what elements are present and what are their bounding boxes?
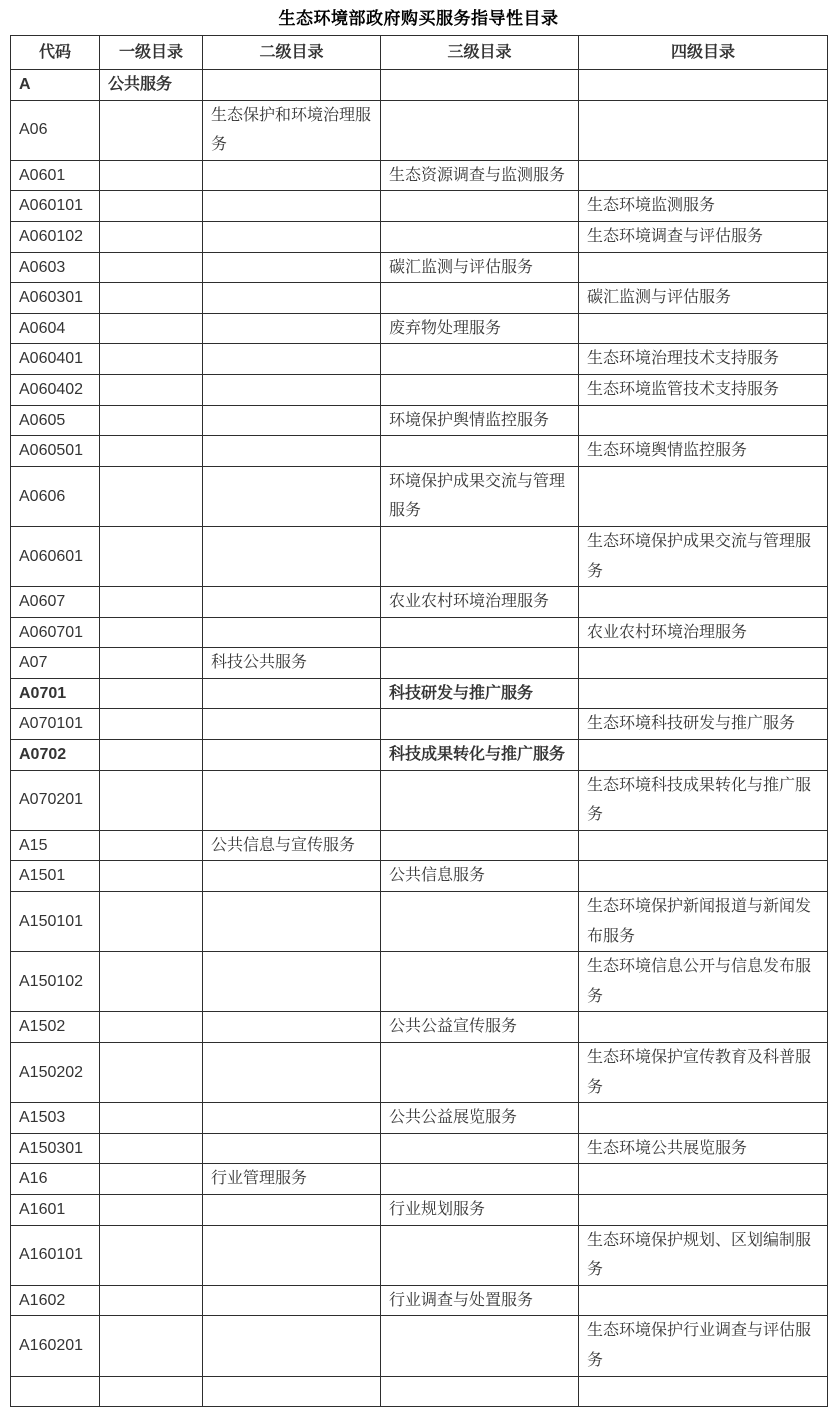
cell-level2 (203, 952, 381, 1012)
cell-code: A060401 (11, 344, 100, 375)
table-row (11, 861, 828, 892)
table-row (11, 740, 828, 771)
cell-level1 (100, 648, 203, 679)
cell-level1 (100, 861, 203, 892)
cell-level4: 农业农村环境治理服务 (579, 617, 828, 648)
cell-level2: 生态保护和环境治理服务 (203, 100, 381, 160)
cell-level3 (381, 709, 579, 740)
cell-code: A0607 (11, 587, 100, 618)
cell-level3: 公共信息服务 (381, 861, 579, 892)
table-row (11, 1316, 828, 1376)
cell-code: A1602 (11, 1285, 100, 1316)
cell-level2 (203, 221, 381, 252)
cell-level1 (100, 1225, 203, 1285)
table-row (11, 252, 828, 283)
cell-level3 (381, 436, 579, 467)
cell-code: A060601 (11, 526, 100, 586)
cell-level3 (381, 70, 579, 101)
cell-level3: 公共公益宣传服务 (381, 1012, 579, 1043)
cell-level4: 生态环境治理技术支持服务 (579, 344, 828, 375)
cell-code: A060102 (11, 221, 100, 252)
cell-code: A060501 (11, 436, 100, 467)
cell-level3 (381, 1316, 579, 1376)
cell-code: A060402 (11, 374, 100, 405)
table-row (11, 70, 828, 101)
cell-code: A15 (11, 830, 100, 861)
cell-level4 (579, 1285, 828, 1316)
cell-level2 (203, 1194, 381, 1225)
cell-level4: 生态环境公共展览服务 (579, 1133, 828, 1164)
cell-code: A0606 (11, 466, 100, 526)
cell-level1 (100, 1376, 203, 1406)
cell-code: A0601 (11, 160, 100, 191)
cell-level4: 碳汇监测与评估服务 (579, 283, 828, 314)
header-code: 代码 (11, 36, 100, 70)
cell-code: A160101 (11, 1225, 100, 1285)
cell-level2 (203, 283, 381, 314)
cell-level4: 生态环境监管技术支持服务 (579, 374, 828, 405)
cell-level1 (100, 1043, 203, 1103)
table-row (11, 436, 828, 467)
cell-level3: 科技研发与推广服务 (381, 678, 579, 709)
cell-level3: 公共公益展览服务 (381, 1103, 579, 1134)
cell-level3 (381, 1133, 579, 1164)
cell-level2 (203, 70, 381, 101)
cell-level4: 生态环境保护成果交流与管理服务 (579, 526, 828, 586)
table-row (11, 160, 828, 191)
cell-level2 (203, 252, 381, 283)
cell-level2 (203, 861, 381, 892)
table-row (11, 1043, 828, 1103)
table-row (11, 770, 828, 830)
cell-code: A060301 (11, 283, 100, 314)
cell-level4: 生态环境信息公开与信息发布服务 (579, 952, 828, 1012)
catalog-table (10, 35, 828, 1407)
cell-code: A1502 (11, 1012, 100, 1043)
cell-level2 (203, 313, 381, 344)
cell-level4: 生态环境监测服务 (579, 191, 828, 222)
cell-level1 (100, 892, 203, 952)
cell-level3: 碳汇监测与评估服务 (381, 252, 579, 283)
header-level4: 四级目录 (579, 36, 828, 70)
table-row (11, 283, 828, 314)
table-row (11, 678, 828, 709)
cell-level3 (381, 617, 579, 648)
cell-level1 (100, 466, 203, 526)
cell-level2 (203, 1012, 381, 1043)
table-row (11, 1103, 828, 1134)
cell-level1 (100, 526, 203, 586)
cell-level2 (203, 436, 381, 467)
header-level2: 二级目录 (203, 36, 381, 70)
cell-level2 (203, 374, 381, 405)
cell-level2 (203, 892, 381, 952)
cell-level1 (100, 221, 203, 252)
cell-level1 (100, 191, 203, 222)
cell-level2 (203, 1225, 381, 1285)
cell-level4 (579, 678, 828, 709)
cell-code: A16 (11, 1164, 100, 1195)
cell-level1 (100, 313, 203, 344)
cell-level2 (203, 1285, 381, 1316)
cell-level4 (579, 160, 828, 191)
cell-code: A0701 (11, 678, 100, 709)
table-row (11, 1194, 828, 1225)
cell-level4 (579, 587, 828, 618)
cell-level1 (100, 1133, 203, 1164)
catalog-table-body (11, 70, 828, 1407)
cell-level4: 生态环境保护行业调查与评估服务 (579, 1316, 828, 1376)
cell-code: A07 (11, 648, 100, 679)
cell-level1 (100, 587, 203, 618)
cell-level4 (579, 740, 828, 771)
table-row (11, 405, 828, 436)
cell-level3 (381, 1164, 579, 1195)
cell-level4 (579, 313, 828, 344)
cell-level4 (579, 1194, 828, 1225)
header-level3: 三级目录 (381, 36, 579, 70)
cell-level2 (203, 466, 381, 526)
cell-level2 (203, 1043, 381, 1103)
cell-level3 (381, 283, 579, 314)
cell-level3 (381, 1043, 579, 1103)
cell-code: A0604 (11, 313, 100, 344)
cell-code: A1601 (11, 1194, 100, 1225)
cell-level3 (381, 952, 579, 1012)
cell-level1 (100, 1012, 203, 1043)
cell-level4 (579, 1164, 828, 1195)
cell-level2: 行业管理服务 (203, 1164, 381, 1195)
cell-code: A1503 (11, 1103, 100, 1134)
cell-level1 (100, 1164, 203, 1195)
cell-level3: 生态资源调查与监测服务 (381, 160, 579, 191)
cell-level4 (579, 1012, 828, 1043)
cell-level4: 生态环境调查与评估服务 (579, 221, 828, 252)
cell-level4 (579, 252, 828, 283)
cell-level1 (100, 252, 203, 283)
table-row (11, 344, 828, 375)
cell-level4 (579, 648, 828, 679)
table-row (11, 1225, 828, 1285)
cell-level2 (203, 191, 381, 222)
table-row (11, 1164, 828, 1195)
table-row (11, 617, 828, 648)
cell-level1 (100, 436, 203, 467)
cell-level2 (203, 1133, 381, 1164)
cell-level1 (100, 160, 203, 191)
table-row (11, 892, 828, 952)
cell-level4: 生态环境舆情监控服务 (579, 436, 828, 467)
cell-level1 (100, 283, 203, 314)
cell-level2 (203, 678, 381, 709)
cell-level4: 生态环境保护宣传教育及科普服务 (579, 1043, 828, 1103)
cell-code: A150102 (11, 952, 100, 1012)
cell-code: A060101 (11, 191, 100, 222)
table-row (11, 1133, 828, 1164)
cell-level1 (100, 1285, 203, 1316)
cell-level1 (100, 1316, 203, 1376)
cell-level4 (579, 1376, 828, 1406)
cell-level4 (579, 100, 828, 160)
cell-code: A150202 (11, 1043, 100, 1103)
cell-level4: 生态环境保护新闻报道与新闻发布服务 (579, 892, 828, 952)
header-row (11, 36, 828, 70)
cell-level4 (579, 830, 828, 861)
cell-level3: 废弃物处理服务 (381, 313, 579, 344)
table-row (11, 709, 828, 740)
header-level1: 一级目录 (100, 36, 203, 70)
cell-level2 (203, 709, 381, 740)
cell-level2 (203, 344, 381, 375)
cell-level1 (100, 100, 203, 160)
cell-level3: 环境保护舆情监控服务 (381, 405, 579, 436)
cell-level3: 行业调查与处置服务 (381, 1285, 579, 1316)
cell-level2 (203, 160, 381, 191)
cell-level3: 农业农村环境治理服务 (381, 587, 579, 618)
table-row (11, 374, 828, 405)
cell-level3: 环境保护成果交流与管理服务 (381, 466, 579, 526)
cell-code: A0702 (11, 740, 100, 771)
cell-level4: 生态环境科技成果转化与推广服务 (579, 770, 828, 830)
cell-code: A0605 (11, 405, 100, 436)
cell-level3 (381, 830, 579, 861)
cell-level3 (381, 648, 579, 679)
cell-level2 (203, 1376, 381, 1406)
cell-level4 (579, 405, 828, 436)
cell-level4 (579, 466, 828, 526)
cell-level4: 生态环境科技研发与推广服务 (579, 709, 828, 740)
cell-level2 (203, 587, 381, 618)
cell-code: A060701 (11, 617, 100, 648)
cell-level2: 科技公共服务 (203, 648, 381, 679)
cell-level3: 行业规划服务 (381, 1194, 579, 1225)
cell-level3: 科技成果转化与推广服务 (381, 740, 579, 771)
cell-code: A150301 (11, 1133, 100, 1164)
table-row (11, 952, 828, 1012)
catalog-table-header (11, 36, 828, 70)
cell-level2 (203, 740, 381, 771)
cell-code: A (11, 70, 100, 101)
cell-level2: 公共信息与宣传服务 (203, 830, 381, 861)
cell-level1 (100, 952, 203, 1012)
cell-level4: 生态环境保护规划、区划编制服务 (579, 1225, 828, 1285)
cell-code: A160201 (11, 1316, 100, 1376)
cell-level2 (203, 1316, 381, 1376)
table-row (11, 526, 828, 586)
cell-level1 (100, 709, 203, 740)
cell-level1 (100, 405, 203, 436)
cell-level3 (381, 191, 579, 222)
cell-level2 (203, 526, 381, 586)
cell-level3 (381, 1376, 579, 1406)
table-row (11, 191, 828, 222)
cell-level3 (381, 344, 579, 375)
cell-code: A06 (11, 100, 100, 160)
cell-level1 (100, 617, 203, 648)
table-row (11, 100, 828, 160)
table-row (11, 648, 828, 679)
cell-level3 (381, 1225, 579, 1285)
cell-level1 (100, 1103, 203, 1134)
cell-level3 (381, 374, 579, 405)
cell-level1 (100, 740, 203, 771)
table-row (11, 313, 828, 344)
cell-level2 (203, 770, 381, 830)
table-row (11, 1376, 828, 1406)
cell-level1 (100, 770, 203, 830)
cell-level1 (100, 344, 203, 375)
cell-code: A150101 (11, 892, 100, 952)
table-row (11, 466, 828, 526)
cell-level3 (381, 892, 579, 952)
cell-level1 (100, 374, 203, 405)
table-row (11, 1285, 828, 1316)
table-row (11, 587, 828, 618)
cell-level2 (203, 405, 381, 436)
cell-level2 (203, 1103, 381, 1134)
cell-level1 (100, 830, 203, 861)
cell-level4 (579, 1103, 828, 1134)
cell-level4 (579, 70, 828, 101)
cell-level3 (381, 221, 579, 252)
table-row (11, 1012, 828, 1043)
cell-level3 (381, 526, 579, 586)
cell-level1 (100, 1194, 203, 1225)
cell-code (11, 1376, 100, 1406)
cell-code: A0603 (11, 252, 100, 283)
cell-level3 (381, 770, 579, 830)
page-title: 生态环境部政府购买服务指导性目录 (278, 9, 559, 28)
cell-level1: 公共服务 (100, 70, 203, 101)
cell-level1 (100, 678, 203, 709)
cell-level4 (579, 861, 828, 892)
cell-code: A070201 (11, 770, 100, 830)
table-row (11, 830, 828, 861)
table-row (11, 221, 828, 252)
cell-code: A070101 (11, 709, 100, 740)
cell-code: A1501 (11, 861, 100, 892)
cell-level3 (381, 100, 579, 160)
cell-level2 (203, 617, 381, 648)
